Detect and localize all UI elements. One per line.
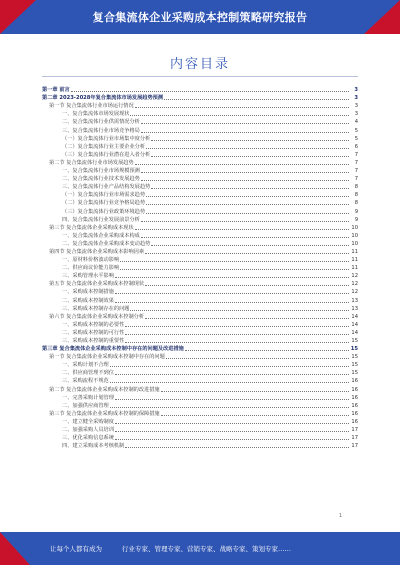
toc-dot-leader [115, 399, 349, 400]
toc-dot-leader [141, 172, 349, 173]
toc-entry-title: （二）复合集流体行业竞争格局趋势 [62, 200, 146, 207]
toc-entry-title: 第六节 复合集流体企业采购成本控制分析 [49, 313, 145, 320]
toc-entry[interactable] [42, 240, 358, 248]
toc-entry-title: 第三节 复合集流体企业采购成本控制的保障措施 [49, 410, 160, 417]
toc-dot-leader [125, 334, 349, 335]
toc-entry-title: 三、采购成本控制的重要性 [62, 338, 125, 344]
toc-entry-page: 13 [351, 305, 358, 312]
toc-entry-title: 第一节 复合集流体企业采购成本控制中存在的问题 [49, 354, 165, 361]
toc-top-divider [42, 76, 358, 77]
toc-entry-page: 16 [351, 378, 358, 385]
toc-entry-title: 三、采购流程不规范 [62, 378, 109, 385]
toc-entry[interactable] [42, 377, 358, 385]
toc-entry-page: 11 [351, 257, 358, 264]
toc-dot-leader [145, 253, 349, 254]
toc-entry[interactable] [42, 216, 358, 224]
toc-entry-title: 二、供应商管理不到位 [62, 370, 114, 377]
toc-entry-page: 16 [351, 394, 358, 401]
toc-entry-title: 三、优化采购信息系统 [62, 435, 114, 442]
toc-entry-page: 7 [354, 151, 358, 158]
toc-entry-page: 17 [351, 443, 358, 450]
toc-entry[interactable] [42, 296, 358, 304]
toc-dot-leader [151, 188, 349, 189]
toc-entry-title: （二）复合集流体行业主要企业分析 [62, 143, 146, 150]
toc-entry[interactable] [42, 442, 358, 450]
toc-entry-title: 一、采购成本控制措施 [62, 289, 114, 296]
report-title: 复合集流体企业采购成本控制策略研究报告 [92, 11, 308, 24]
toc-entry-title: 三、复合集流体行业产品结构发展趋势 [62, 184, 151, 191]
toc-entry[interactable] [42, 126, 358, 134]
toc-entry-title: 二、采购成本控制的可行性 [62, 329, 125, 336]
toc-entry-page: 15 [350, 346, 358, 353]
toc-dot-leader [141, 132, 349, 133]
toc-dot-leader [151, 140, 349, 141]
toc-entry[interactable] [42, 353, 358, 361]
toc-entry[interactable] [42, 402, 358, 410]
toc-heading: 内容目录 [169, 57, 230, 72]
toc-dot-leader [151, 245, 349, 246]
toc-entry[interactable] [42, 321, 358, 329]
toc-entry-title: 一、原材料价格波动影响 [62, 257, 120, 264]
toc-entry-page: 14 [351, 329, 358, 336]
toc-entry-page: 16 [351, 418, 358, 425]
toc-dot-leader [146, 148, 349, 149]
toc-entry-title: 第二节 复合集流体企业采购成本控制的改进措施 [49, 386, 160, 393]
toc-entry-page: 5 [354, 135, 358, 142]
toc-dot-leader [135, 229, 349, 230]
toc-entry-page: 12 [351, 273, 358, 280]
toc-entry-title: 二、采购成本控制效果 [62, 297, 114, 304]
toc-entry[interactable] [42, 135, 358, 143]
toc-entry-page: 7 [354, 168, 358, 175]
toc-entry[interactable] [42, 102, 358, 110]
toc-entry-page: 8 [354, 184, 358, 191]
toc-entry-title: （三）复合集流体行业政策环境趋势 [62, 208, 146, 215]
toc-dot-leader [120, 269, 349, 270]
toc-entry[interactable] [42, 232, 358, 240]
toc-entry-title: 第二章 2023-2028年复合集流体市场发展趋势预测 [42, 95, 164, 102]
toc-entry[interactable] [42, 207, 358, 215]
toc-entry-title: 四、建立采购成本考核机制 [62, 443, 125, 450]
footer-slogan-left: 让每个人都有成为 [50, 545, 102, 553]
table-of-contents [42, 86, 358, 450]
toc-entry-page: 9 [354, 216, 358, 223]
toc-entry[interactable] [42, 426, 358, 434]
toc-entry[interactable] [42, 256, 358, 264]
toc-dot-leader [146, 196, 349, 197]
toc-entry[interactable] [42, 434, 358, 442]
toc-entry-title: 第一章 前言 [42, 87, 70, 94]
toc-dot-leader [141, 180, 349, 181]
toc-dot-leader [115, 439, 349, 440]
toc-entry-title: 第五节 复合集流体企业采购成本控制现状 [49, 281, 145, 288]
toc-entry-title: 三、复合集流体行业市场竞争格局 [62, 127, 140, 134]
toc-entry-title: 三、采购成本控制存在的问题 [62, 305, 130, 312]
toc-dot-leader [110, 407, 349, 408]
toc-dot-leader [110, 366, 349, 367]
toc-entry-page: 3 [354, 111, 358, 118]
toc-entry-title: （一）复合集流体行业市场需求趋势 [62, 192, 146, 199]
toc-entry-title: 一、复合集流体市场发展现状 [62, 111, 130, 118]
toc-entry[interactable] [42, 329, 358, 337]
toc-entry-page: 11 [351, 265, 358, 272]
toc-entry-page: 16 [351, 386, 358, 393]
page-number: 1 [339, 513, 343, 519]
toc-entry[interactable] [42, 305, 358, 313]
toc-dot-leader [141, 123, 349, 124]
toc-entry-page: 6 [354, 143, 358, 150]
toc-entry-title: 一、建立健全采购制度 [62, 418, 114, 425]
toc-entry-page: 16 [351, 410, 358, 417]
toc-dot-leader [185, 350, 349, 351]
toc-entry-title: 一、复合集流体企业采购成本构成 [62, 232, 140, 239]
toc-entry-page: 7 [354, 159, 358, 166]
toc-dot-leader [130, 310, 349, 311]
report-header [0, 0, 400, 34]
toc-dot-leader [141, 221, 349, 222]
toc-entry[interactable] [42, 385, 358, 393]
toc-entry[interactable] [42, 191, 358, 199]
toc-dot-leader [120, 261, 349, 262]
toc-entry-page: 8 [354, 192, 358, 199]
toc-entry-page: 10 [351, 224, 358, 231]
toc-entry-page: 13 [351, 297, 358, 304]
toc-entry[interactable] [42, 288, 358, 296]
toc-entry[interactable] [42, 248, 358, 256]
toc-entry-title: 一、完善采购计划管理 [62, 394, 114, 401]
toc-dot-leader [135, 164, 349, 165]
toc-dot-leader [125, 342, 349, 343]
toc-dot-leader [145, 318, 349, 319]
toc-dot-leader [125, 326, 349, 327]
toc-entry-page: 15 [351, 338, 358, 344]
toc-entry[interactable] [42, 94, 358, 102]
toc-entry[interactable] [42, 224, 358, 232]
toc-entry[interactable] [42, 86, 358, 94]
toc-entry-title: 一、采购成本控制的必要性 [62, 321, 125, 328]
toc-entry-title: 二、复合集流体行业供需情况分析 [62, 119, 140, 126]
footer-slogan-right: 行业专家、管理专家、营销专家、战略专家、策划专家…… [122, 545, 291, 553]
toc-entry[interactable] [42, 199, 358, 207]
toc-entry-page: 14 [351, 321, 358, 328]
toc-dot-leader [115, 374, 349, 375]
toc-entry[interactable] [42, 313, 358, 321]
toc-entry-page: 16 [351, 402, 358, 409]
toc-entry[interactable] [42, 272, 358, 280]
toc-entry-title: 四、复合集流体行业发展前景分析 [62, 216, 140, 223]
toc-entry-page: 15 [351, 370, 358, 377]
toc-dot-leader [135, 107, 349, 108]
toc-entry[interactable] [42, 394, 358, 402]
toc-entry-title: 第一节 复合集流体行业市场运行情况 [49, 103, 134, 110]
toc-entry-page: 12 [351, 281, 358, 288]
toc-dot-leader [115, 293, 349, 294]
toc-entry-page: 17 [351, 435, 358, 442]
toc-entry-title: 第三章 复合集流体企业采购成本控制中存在的问题及改进措施 [42, 346, 184, 353]
toc-entry[interactable] [42, 361, 358, 369]
toc-dot-leader [166, 358, 349, 359]
toc-dot-leader [151, 156, 349, 157]
toc-dot-leader [115, 431, 349, 432]
toc-entry-title: 第二节 复合集流体行业市场发展趋势 [49, 159, 134, 166]
toc-entry[interactable] [42, 369, 358, 377]
toc-entry[interactable] [42, 110, 358, 118]
toc-entry-title: 二、加强采购人员培训 [62, 427, 114, 434]
toc-entry-page: 8 [354, 200, 358, 207]
toc-entry-page: 3 [354, 103, 358, 110]
toc-dot-leader [146, 213, 349, 214]
toc-dot-leader [115, 302, 349, 303]
toc-entry[interactable] [42, 167, 358, 175]
toc-entry-page: 17 [351, 427, 358, 434]
toc-entry-page: 15 [351, 362, 358, 369]
toc-entry-title: 二、复合集流体企业采购成本变动趋势 [62, 240, 151, 247]
toc-dot-leader [161, 391, 349, 392]
toc-dot-leader [125, 447, 349, 448]
toc-dot-leader [71, 91, 349, 92]
toc-dot-leader [146, 204, 349, 205]
toc-dot-leader [115, 423, 349, 424]
toc-entry-page: 3 [354, 95, 358, 102]
toc-entry-title: 二、加强供应商管理 [62, 402, 109, 409]
toc-entry-title: （一）复合集流体行业市场集中度分析 [62, 135, 151, 142]
report-footer [0, 532, 400, 565]
toc-entry-title: 一、复合集流体行业市场规模预测 [62, 168, 140, 175]
toc-entry-page: 9 [354, 208, 358, 215]
toc-entry-title: 三、采购管理水平影响 [62, 273, 114, 280]
toc-entry[interactable] [42, 410, 358, 418]
toc-entry-title: 二、复合集流体行业技术发展趋势 [62, 176, 140, 183]
toc-dot-leader [161, 415, 349, 416]
toc-entry-page: 11 [351, 248, 358, 255]
toc-entry-title: 二、供应商议价能力影响 [62, 265, 120, 272]
toc-entry[interactable] [42, 143, 358, 151]
toc-entry-page: 5 [354, 127, 358, 134]
toc-entry-page: 14 [351, 313, 358, 320]
toc-dot-leader [145, 285, 349, 286]
toc-dot-leader [115, 277, 349, 278]
toc-dot-leader [130, 115, 349, 116]
toc-entry-page: 3 [354, 87, 358, 94]
toc-entry-page: 12 [351, 289, 358, 296]
toc-entry-title: 第四节 复合集流体企业采购成本影响因素 [49, 248, 145, 255]
toc-entry[interactable] [42, 118, 358, 126]
toc-dot-leader [110, 382, 349, 383]
toc-entry[interactable] [42, 175, 358, 183]
toc-entry[interactable] [42, 418, 358, 426]
toc-entry-page: 15 [351, 354, 358, 361]
footer-red-triangle [0, 532, 30, 565]
toc-entry[interactable] [42, 183, 358, 191]
toc-entry[interactable] [42, 337, 358, 345]
toc-dot-leader [164, 99, 349, 100]
toc-entry[interactable] [42, 345, 358, 353]
toc-entry-page: 10 [351, 240, 358, 247]
toc-entry-page: 10 [351, 232, 358, 239]
toc-dot-leader [141, 237, 349, 238]
toc-entry-title: 一、采购计划不合理 [62, 362, 109, 369]
toc-entry[interactable] [42, 264, 358, 272]
toc-entry-page: 7 [354, 176, 358, 183]
toc-entry[interactable] [42, 280, 358, 288]
toc-entry[interactable] [42, 159, 358, 167]
toc-entry-page: 4 [354, 119, 358, 126]
toc-entry[interactable] [42, 151, 358, 159]
toc-entry-title: 第三节 复合集流体企业采购成本现状 [49, 224, 134, 231]
toc-entry-title: （三）复合集流体行业潜在进入者分析 [62, 151, 151, 158]
